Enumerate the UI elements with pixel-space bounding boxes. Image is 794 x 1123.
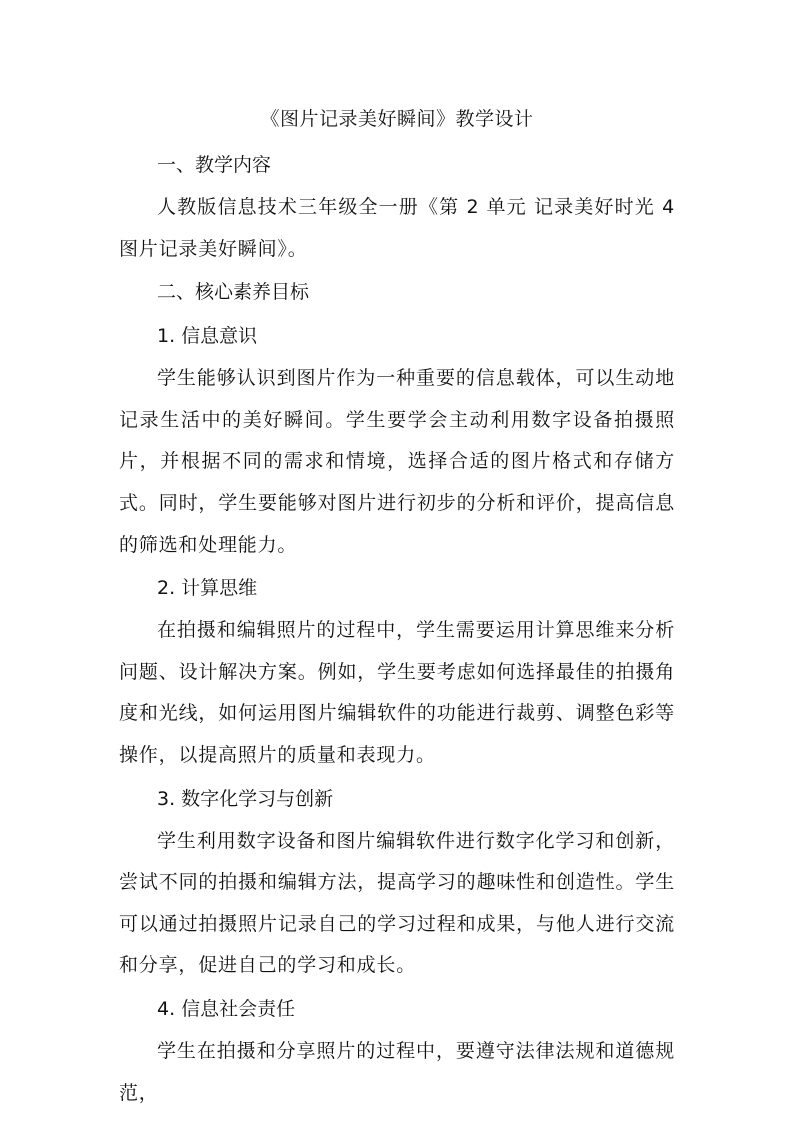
paragraph-computational-thinking: 在拍摄和编辑照片的过程中，学生需要运用计算思维来分析问题、设计解决方案。例如，学生要考虑如何选择最佳的拍摄角度和光线，如何运用图片编辑软件的功能进行裁剪、调整色彩等操作，以提高照片的质量和表现力。 <box>119 619 675 766</box>
document-body <box>119 99 675 1114</box>
paragraph-social-responsibility: 学生在拍摄和分享照片的过程中，要遵守法律法规和道德规范， <box>119 1039 675 1104</box>
paragraph-information-awareness: 学生能够认识到图片作为一种重要的信息载体，可以生动地记录生活中的美好瞬间。学生要学会主动利用数字设备拍摄照片，并根据不同的需求和情境，选择合适的图片格式和存储方式。同时，学生要能够对图片进行初步的分析和评价，提高信息的筛选和处理能力。 <box>119 367 675 556</box>
subheading-computational-thinking: 2. 计算思维 <box>157 577 258 600</box>
section-heading-core-goals: 二、核心素养目标 <box>157 281 310 304</box>
subheading-digital-learning: 3. 数字化学习与创新 <box>157 787 334 810</box>
paragraph-digital-learning: 学生利用数字设备和图片编辑软件进行数字化学习和创新，尝试不同的拍摄和编辑方法，提高学习的趣味性和创造性。学生可以通过拍摄照片记录自己的学习过程和成果，与他人进行交流和分享，促进自己的学习和成长。 <box>119 829 675 977</box>
document-title: 《图片记录美好瞬间》教学设计 <box>260 108 534 130</box>
section-heading-teaching-content: 一、教学内容 <box>157 154 272 176</box>
subheading-information-awareness: 1. 信息意识 <box>157 325 258 348</box>
paragraph-teaching-content: 人教版信息技术三年级全一册《第 2 单元 记录美好时光 4 图片记录美好瞬间》。 <box>119 196 675 260</box>
subheading-social-responsibility: 4. 信息社会责任 <box>157 997 296 1020</box>
